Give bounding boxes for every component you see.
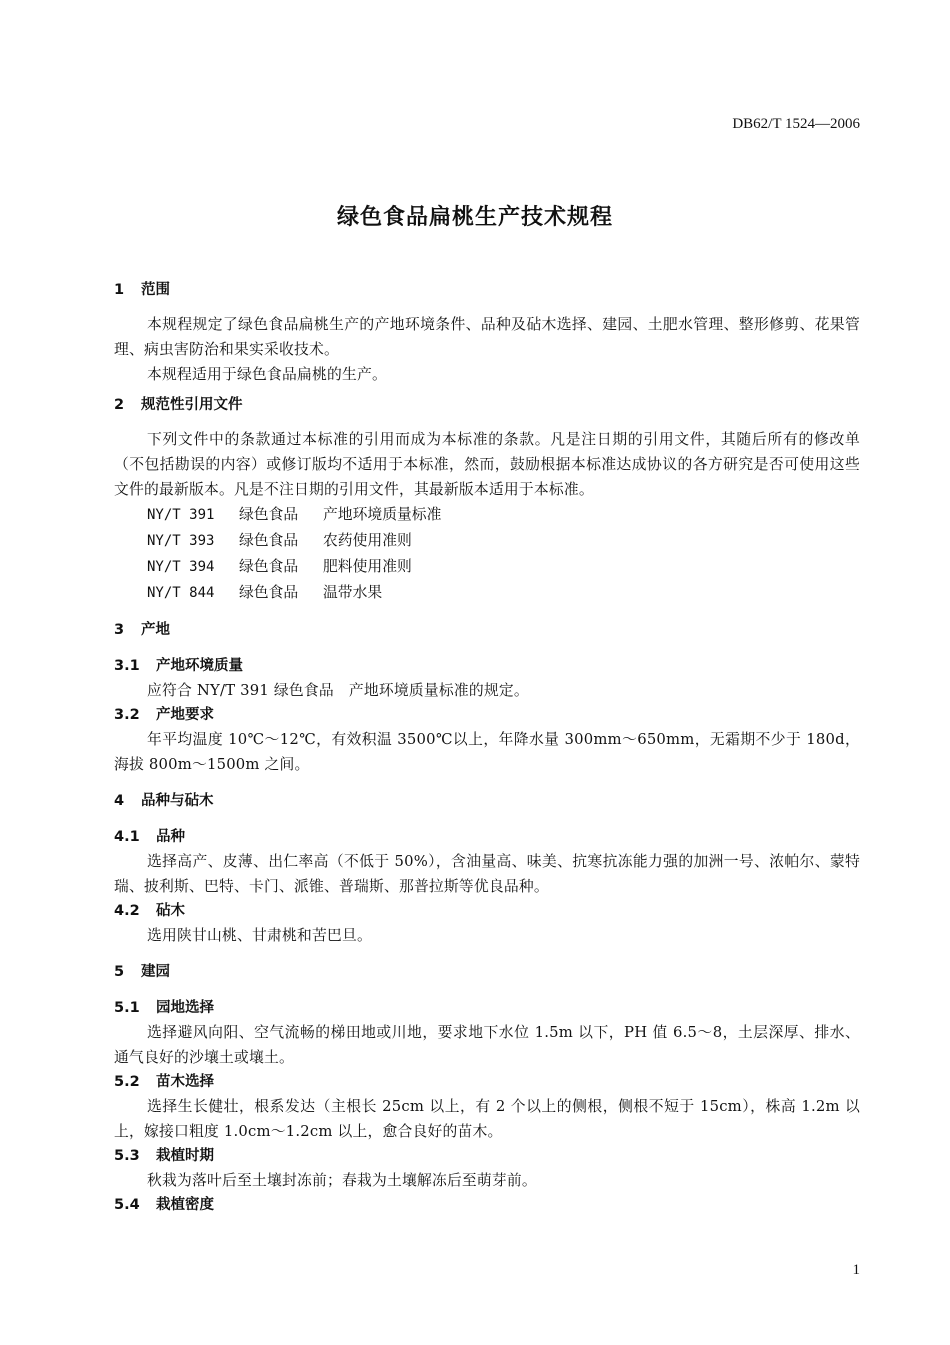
reference-category: 绿色食品 — [239, 506, 299, 523]
subsection-heading — [114, 703, 860, 727]
paragraph: 秋栽为落叶后至土壤封冻前；春栽为土壤解冻后至萌芽前。 — [147, 1172, 537, 1189]
subsection-title: 砧木 — [156, 903, 185, 919]
subsection-heading — [114, 1193, 860, 1217]
section-heading — [114, 960, 860, 984]
paragraph: 选择避风向阳、空气流畅的梯田地或川地，要求地下水位 1.5m 以下，PH 值 6.5～8，土层深厚、排水、通气良好的沙壤土或壤土。 — [114, 1024, 860, 1066]
subsection-heading — [114, 1144, 860, 1168]
reference-item — [114, 502, 860, 528]
paragraph: 应符合 NY/T 391 绿色食品 产地环境质量标准的规定。 — [147, 682, 529, 699]
reference-category: 绿色食品 — [239, 532, 299, 549]
subsection-heading — [114, 825, 860, 849]
paragraph: 本规程规定了绿色食品扁桃生产的产地环境条件、品种及砧木选择、建园、土肥水管理、整形修剪、花果管理、病虫害防治和果实采收技术。 — [114, 316, 860, 358]
subsection-number: 5.4 — [114, 1197, 140, 1213]
reference-item — [114, 554, 860, 580]
document-body — [114, 278, 860, 1217]
reference-name: 农药使用准则 — [323, 532, 412, 549]
paragraph: 选择高产、皮薄、出仁率高（不低于 50%），含油量高、味美、抗寒抗冻能力强的加洲一号、浓帕尔、蒙特瑞、披利斯、巴特、卡门、派锥、普瑞斯、那普拉斯等优良品种。 — [114, 853, 860, 895]
paragraph: 本规程适用于绿色食品扁桃的生产。 — [147, 366, 387, 383]
subsection-title: 园地选择 — [156, 1000, 214, 1016]
reference-code: NY/T 391 — [147, 507, 215, 523]
section-number: 1 — [114, 282, 125, 298]
subsection-heading — [114, 654, 860, 678]
document-title: 绿色食品扁桃生产技术规程 — [336, 205, 613, 230]
reference-category: 绿色食品 — [239, 584, 299, 601]
paragraph: 下列文件中的条款通过本标准的引用而成为本标准的条款。凡是注日期的引用文件，其随后所有的修改单（不包括勘误的内容）或修订版均不适用于本标准，然而，鼓励根据本标准达成协议的各方研究是否可使用这些文件的最新版本。凡是不注日期的引用文件，其最新版本适用于本标准。 — [114, 431, 860, 498]
section-number: 3 — [114, 622, 125, 638]
reference-code: NY/T 393 — [147, 533, 215, 549]
subsection-number: 5.2 — [114, 1074, 140, 1090]
section-number: 5 — [114, 964, 125, 980]
paragraph: 选用陕甘山桃、甘肃桃和苦巴旦。 — [147, 927, 372, 944]
reference-category: 绿色食品 — [239, 558, 299, 575]
section-heading — [114, 393, 860, 417]
section-title: 建园 — [141, 964, 170, 980]
reference-item — [114, 528, 860, 554]
subsection-number: 4.1 — [114, 829, 140, 845]
reference-code: NY/T 844 — [147, 585, 215, 601]
section-title: 规范性引用文件 — [141, 397, 243, 413]
reference-item — [114, 580, 860, 606]
reference-name: 肥料使用准则 — [323, 558, 412, 575]
section-number: 2 — [114, 397, 125, 413]
reference-name: 温带水果 — [323, 584, 383, 601]
subsection-heading — [114, 996, 860, 1020]
section-number: 4 — [114, 793, 125, 809]
reference-name: 产地环境质量标准 — [323, 506, 442, 523]
subsection-title: 栽植密度 — [156, 1197, 214, 1213]
reference-code: NY/T 394 — [147, 559, 215, 575]
page-number: 1 — [852, 1262, 860, 1278]
section-title: 范围 — [141, 282, 170, 298]
subsection-heading — [114, 899, 860, 923]
paragraph: 选择生长健壮，根系发达（主根长 25cm 以上，有 2 个以上的侧根，侧根不短于 15cm），株高 1.2m 以上，嫁接口粗度 1.0cm～1.2cm 以上，愈合良好的苗木。 — [114, 1098, 860, 1140]
section-title: 品种与砧木 — [141, 793, 214, 809]
subsection-number: 5.1 — [114, 1000, 140, 1016]
subsection-number: 5.3 — [114, 1148, 140, 1164]
subsection-title: 产地要求 — [156, 707, 214, 723]
subsection-heading — [114, 1070, 860, 1094]
paragraph: 年平均温度 10℃～12℃，有效积温 3500℃以上，年降水量 300mm～650mm，无霜期不少于 180d，海拔 800m～1500m 之间。 — [114, 731, 860, 773]
subsection-number: 3.1 — [114, 658, 140, 674]
section-title: 产地 — [141, 622, 170, 638]
subsection-number: 3.2 — [114, 707, 140, 723]
section-heading — [114, 278, 860, 302]
subsection-title: 品种 — [156, 829, 185, 845]
section-heading — [114, 789, 860, 813]
subsection-number: 4.2 — [114, 903, 140, 919]
standard-code: DB62/T 1524—2006 — [732, 116, 860, 132]
section-heading — [114, 618, 860, 642]
subsection-title: 产地环境质量 — [156, 658, 243, 674]
subsection-title: 苗木选择 — [156, 1074, 214, 1090]
subsection-title: 栽植时期 — [156, 1148, 214, 1164]
